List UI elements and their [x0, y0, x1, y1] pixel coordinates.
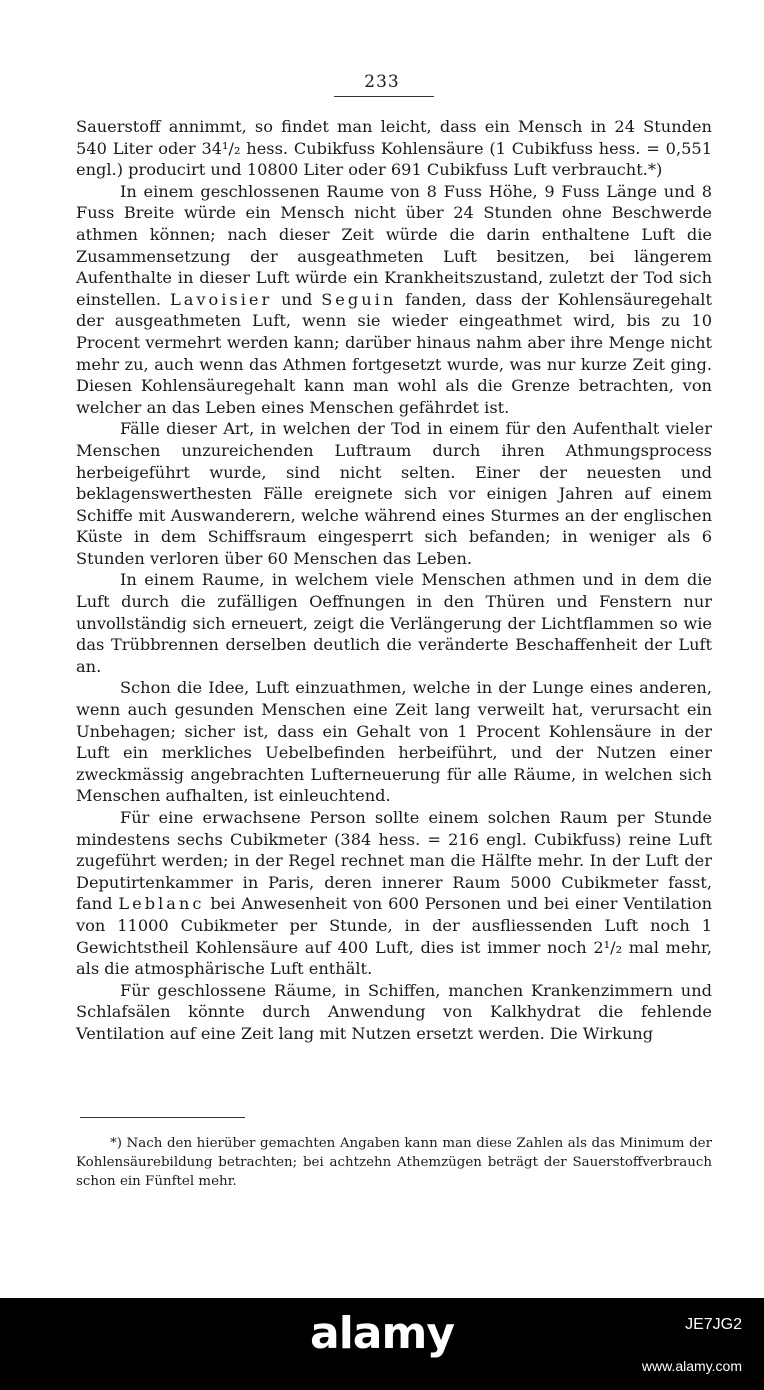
paragraph-6 — [76, 807, 712, 980]
name-seguin: Seguin — [321, 289, 397, 309]
paragraph-2-start: In einem geschlossenen Raume von 8 Fuss Höhe, 9 Fuss Länge und 8 Fuss Breite würde ein Mensch nicht über 24 Stunden ohne Beschwerde athmen können; nach dieser Zeit würde die darin enthaltene Luft die Zusammensetzung der ausgeathmeten Luft besitzen, bei längerem Aufenthalte in dieser Luft würde ein Krankheitszustand, zuletzt der Tod sich einstellen. — [76, 181, 712, 309]
body-text — [76, 116, 712, 1045]
paragraph-5: Schon die Idee, Luft einzuathmen, welche in der Lunge eines anderen, wenn auch gesunden Menschen eine Zeit lang verweilt hat, verursacht ein Unbehagen; sicher ist, dass ein Gehalt von 1 Procent Kohlensäure in der Luft ein merkliches Uebelbefinden herbeiführt, und der Nutzen einer zweckmässig angebrachten Lufterneuerung für alle Räume, in welchen sich Menschen aufhalten, ist einleuchtend. — [76, 678, 712, 806]
paragraph-4: In einem Raume, in welchem viele Menschen athmen und in dem die Luft durch die zufälligen Oeffnungen in den Thüren und Fenstern nur unvollständig sich erneuert, zeigt die Verlängerung der Lichtflammen so wie das Trübbrennen derselben deutlich die veränderte Beschaffenheit der Luft an. — [76, 570, 712, 676]
paragraph-6-start: Für eine erwachsene Person sollte einem solchen Raum per Stunde mindestens sechs Cubikmeter (384 hess. = 216 engl. Cubikfuss) reine Luft zugeführt werden; in der Regel rechnet man die Hälfte mehr. In der Luft der Deputirtenkammer in Paris, deren innerer Raum 5000 Cubikmeter fasst, fand — [76, 808, 712, 914]
paragraph-6-rest: bei Anwesenheit von 600 Personen und bei einer Ventilation von 11000 Cubikmeter per Stunde, in der ausfliessenden Luft noch 1 Gewichtstheil Kohlensäure auf 400 Luft, dies ist immer noch 2¹/₂ mal mehr, als die atmosphärische Luft enthält. — [76, 894, 712, 979]
paragraph-2-rest: fanden, dass der Kohlensäuregehalt der ausgeathmeten Luft, wenn sie wieder eingeathmet wird, bis zu 10 Procent vermehrt werden kann; darüber hinaus nahm aber ihre Menge nicht mehr zu, auch wenn das Athmen fortgesetzt wurde, was nur kurze Zeit ging. Diesen Kohlensäuregehalt kann man wohl als die Grenze betrachten, von welcher an das Leben eines Menschen gefährdet ist. — [76, 289, 712, 417]
name-leblanc: Leblanc — [118, 894, 205, 914]
paragraph-3: Fälle dieser Art, in welchen der Tod in einem für den Aufenthalt vieler Menschen unzureichenden Luftraum durch ihren Athmungsprocess herbeigeführt wurde, sind nicht selten. Einer der neuesten und beklagenswerthesten Fälle ereignete sich vor einigen Jahren auf einem Schiffe mit Auswanderern, welche während eines Sturmes an der englischen Küste in dem Schiffsraum eingesperrt sich befanden; in weniger als 6 Stunden verloren über 60 Menschen das Leben. — [76, 419, 712, 568]
site-url: www.alamy.com — [641, 1358, 742, 1374]
name-join: und — [272, 289, 322, 309]
paragraph-7: Für geschlossene Räume, in Schiffen, manchen Krankenzimmern und Schlafsälen könnte durch Anwendung von Kalkhydrat die fehlende Ventilation auf eine Zeit lang mit Nutzen ersetzt werden. Die Wirkung — [76, 980, 712, 1043]
image-id: JE7JG2 — [685, 1316, 742, 1333]
paragraph-2 — [76, 181, 712, 419]
page-number-rule — [334, 96, 434, 97]
page-number: 233 — [364, 72, 400, 92]
paragraph-1: Sauerstoff annimmt, so findet man leicht, dass ein Mensch in 24 Stunden 540 Liter oder 34¹/₂ hess. Cubikfuss Kohlensäure (1 Cubikfuss hess. = 0,551 engl.) producirt und 10800 Liter oder 691 Cubikfuss Luft verbraucht.*) — [76, 117, 712, 180]
alamy-logo: alamy — [310, 1308, 454, 1359]
footnote-text: *) Nach den hierüber gemachten Angaben kann man diese Zahlen als das Minimum der Kohlensäurebildung betrachten; bei achtzehn Athemzügen beträgt der Sauerstoffverbrauch schon ein Fünftel mehr. — [76, 1136, 712, 1189]
name-lavoisier: Lavoisier — [169, 289, 273, 309]
footnote-rule — [80, 1117, 245, 1118]
watermark-banner — [0, 1298, 764, 1390]
footnote — [76, 1134, 712, 1191]
